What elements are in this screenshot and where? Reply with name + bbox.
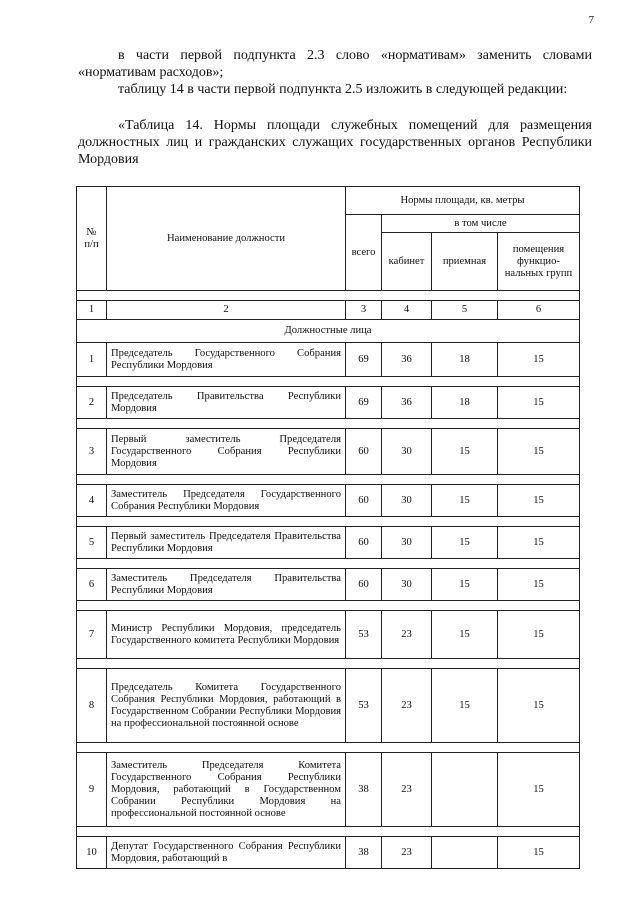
row-func: 15: [498, 387, 580, 419]
paragraph-2: [78, 81, 592, 98]
table-row: [77, 611, 580, 659]
row-total: 60: [346, 569, 382, 601]
row-num: 1: [77, 343, 107, 377]
row-total: 69: [346, 343, 382, 377]
row-reception: 15: [432, 527, 498, 559]
row-position: Первый заместитель Председателя Правительства Республики Мордовия: [107, 527, 346, 559]
row-position: Председатель Государственного Собрания Республики Мордовия: [107, 343, 346, 377]
row-gap: [77, 419, 580, 429]
row-reception: 18: [432, 387, 498, 419]
row-num: 8: [77, 669, 107, 743]
row-num: 7: [77, 611, 107, 659]
table-row: [77, 343, 580, 377]
row-position: Заместитель Председателя Государственного Собрания Республики Мордовия: [107, 485, 346, 517]
row-gap: [77, 475, 580, 485]
row-position: Министр Республики Мордовия, председатель Государственного комитета Республики Мордовия: [107, 611, 346, 659]
table-row: [77, 669, 580, 743]
row-office: 23: [382, 837, 432, 869]
column-number: 6: [498, 301, 580, 320]
row-office: 36: [382, 387, 432, 419]
row-func: 15: [498, 527, 580, 559]
row-func: 15: [498, 753, 580, 827]
row-position: Председатель Комитета Государственного Собрания Республики Мордовия, работающий в Государственном Собрании Республики Мордовия на профессиональной постоянной основе: [107, 669, 346, 743]
row-num: 6: [77, 569, 107, 601]
row-position: Заместитель Председателя Правительства Республики Мордовия: [107, 569, 346, 601]
column-number: 4: [382, 301, 432, 320]
table-row: [77, 753, 580, 827]
row-gap: [77, 659, 580, 669]
table-header-row-1: [77, 187, 580, 215]
header-num: № п/п: [77, 187, 107, 291]
row-office: 30: [382, 485, 432, 517]
header-gap: [77, 291, 580, 301]
row-num: 3: [77, 429, 107, 475]
row-func: 15: [498, 837, 580, 869]
row-office: 23: [382, 669, 432, 743]
row-gap: [77, 827, 580, 837]
row-total: 60: [346, 527, 382, 559]
column-number: 5: [432, 301, 498, 320]
row-total: 69: [346, 387, 382, 419]
row-office: 23: [382, 611, 432, 659]
header-name: Наименование должности: [107, 187, 346, 291]
table-caption: «Таблица 14. Нормы площади служебных помещений для размещения должностных лиц и гражданских служащих государственных органов Республики Мордовия: [78, 118, 592, 167]
paragraph-3: [78, 117, 592, 168]
row-num: 4: [77, 485, 107, 517]
column-number: 2: [107, 301, 346, 320]
row-reception: 18: [432, 343, 498, 377]
row-total: 53: [346, 669, 382, 743]
row-reception: 15: [432, 611, 498, 659]
header-including: в том числе: [382, 215, 580, 233]
table-row: [77, 485, 580, 517]
row-office: 36: [382, 343, 432, 377]
section-title: Должностные лица: [77, 320, 580, 343]
table-row: [77, 429, 580, 475]
row-func: 15: [498, 429, 580, 475]
header-norms: Нормы площади, кв. метры: [346, 187, 580, 215]
row-gap: [77, 601, 580, 611]
column-number-row: [77, 301, 580, 320]
row-position: Заместитель Председателя Комитета Государственного Собрания Республики Мордовия, работающий в Государственном Собрании Республики Мордовия на профессиональной постоянной основе: [107, 753, 346, 827]
paragraph-2-text: таблицу 14 в части первой подпункта 2.5 изложить в следующей редакции:: [118, 82, 568, 97]
row-total: 38: [346, 837, 382, 869]
row-func: 15: [498, 611, 580, 659]
row-reception: 15: [432, 429, 498, 475]
row-gap: [77, 559, 580, 569]
column-number: 3: [346, 301, 382, 320]
paragraph-1: [78, 47, 592, 81]
table-row: [77, 387, 580, 419]
row-total: 60: [346, 485, 382, 517]
table-row: [77, 527, 580, 559]
row-func: 15: [498, 343, 580, 377]
row-gap: [77, 517, 580, 527]
row-total: 53: [346, 611, 382, 659]
row-position: Первый заместитель Председателя Государственного Собрания Республики Мордовия: [107, 429, 346, 475]
row-reception: 15: [432, 485, 498, 517]
table-row: [77, 569, 580, 601]
row-total: 38: [346, 753, 382, 827]
norms-table: [76, 186, 580, 869]
header-total: всего: [346, 215, 382, 291]
header-reception: приемная: [432, 233, 498, 291]
row-position: Председатель Правительства Республики Мордовия: [107, 387, 346, 419]
row-reception: 15: [432, 669, 498, 743]
row-office: 30: [382, 527, 432, 559]
row-func: 15: [498, 569, 580, 601]
row-gap: [77, 377, 580, 387]
column-number: 1: [77, 301, 107, 320]
row-reception: [432, 837, 498, 869]
row-num: 2: [77, 387, 107, 419]
row-office: 30: [382, 429, 432, 475]
row-reception: [432, 753, 498, 827]
row-position: Депутат Государственного Собрания Республики Мордовия, работающий в: [107, 837, 346, 869]
row-total: 60: [346, 429, 382, 475]
row-num: 9: [77, 753, 107, 827]
row-func: 15: [498, 485, 580, 517]
table-row: [77, 837, 580, 869]
row-num: 5: [77, 527, 107, 559]
page-number: 7: [588, 14, 594, 26]
row-func: 15: [498, 669, 580, 743]
paragraph-1-text: в части первой подпункта 2.3 слово «нормативам» заменить словами «нормативам расходов»;: [78, 48, 592, 80]
row-gap: [77, 743, 580, 753]
row-num: 10: [77, 837, 107, 869]
row-reception: 15: [432, 569, 498, 601]
header-func-rooms: помещения функцио-нальных групп: [498, 233, 580, 291]
row-office: 30: [382, 569, 432, 601]
header-office: кабинет: [382, 233, 432, 291]
row-office: 23: [382, 753, 432, 827]
section-row: [77, 320, 580, 343]
